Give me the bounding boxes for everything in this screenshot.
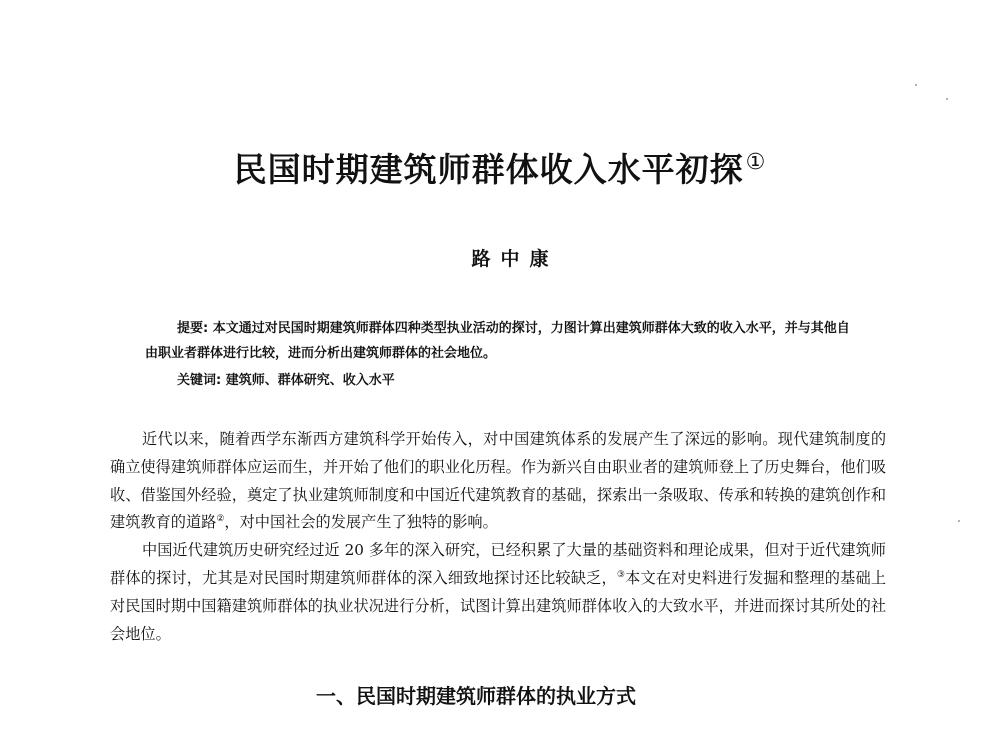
footnote-marker-3: ③: [616, 569, 626, 580]
body-text: [110, 426, 886, 648]
title-footnote-marker: ①: [745, 150, 767, 175]
section-heading: 一、民国时期建筑师群体的执业方式: [316, 684, 636, 708]
paragraph-2-text-a: 中国近代建筑历史研究经过近 20 多年的深入研究，已经积累了大量的基础资料和理论成果，但对于近代建筑师群体的探讨，尤其是对民国时期建筑师群体的深入细致地探讨还比较缺乏，: [110, 541, 886, 587]
abstract-label: 提要: [177, 321, 204, 336]
scan-speck: [946, 98, 948, 100]
paragraph-2: [110, 537, 886, 648]
title-text: 民国时期建筑师群体收入水平初探: [233, 150, 744, 189]
paragraph-2-text-b: 本文在对史料进行发掘和整理的基础上对民国时期中国籍建筑师群体的执业状况进行分析，试图计算出建筑师群体收入的大致水平，并进而探讨其所处的社会地位。: [110, 568, 887, 643]
paper-title: [0, 144, 1000, 191]
keywords-text: 建筑师、群体研究、收入水平: [225, 373, 395, 388]
footnote-marker-2: ②: [216, 514, 225, 525]
paragraph-1-text-a: 近代以来，随着西学东渐西方建筑科学开始传入，对中国建筑体系的发展产生了深远的影响。现代建筑制度的确立使得建筑师群体应运而生，并开始了他们的职业化历程。作为新兴自由职业者的建筑师登上了历史舞台，他们吸收、借鉴国外经验，奠定了执业建筑师制度和中国近代建筑教育的基础，探索出一条吸取、传承和转换的建筑创作和建筑教育的道路: [110, 430, 886, 532]
paragraph-1-text-b: ，对中国社会的发展产生了独特的影响。: [224, 513, 498, 532]
keywords: [177, 370, 395, 392]
keywords-label: 关键词: [177, 373, 217, 388]
author-name: 路中康: [471, 248, 559, 270]
abstract: [145, 316, 860, 366]
scan-speck: [915, 84, 917, 86]
keywords-colon: :: [216, 373, 226, 388]
abstract-colon: :: [203, 321, 213, 336]
scan-speck: [958, 520, 960, 522]
abstract-text: 本文通过对民国时期建筑师群体四种类型执业活动的探讨，力图计算出建筑师群体大致的收入水平，并与其他自由职业者群体进行比较，进而分析出建筑师群体的社会地位。: [145, 321, 850, 361]
paragraph-1: [110, 426, 886, 537]
